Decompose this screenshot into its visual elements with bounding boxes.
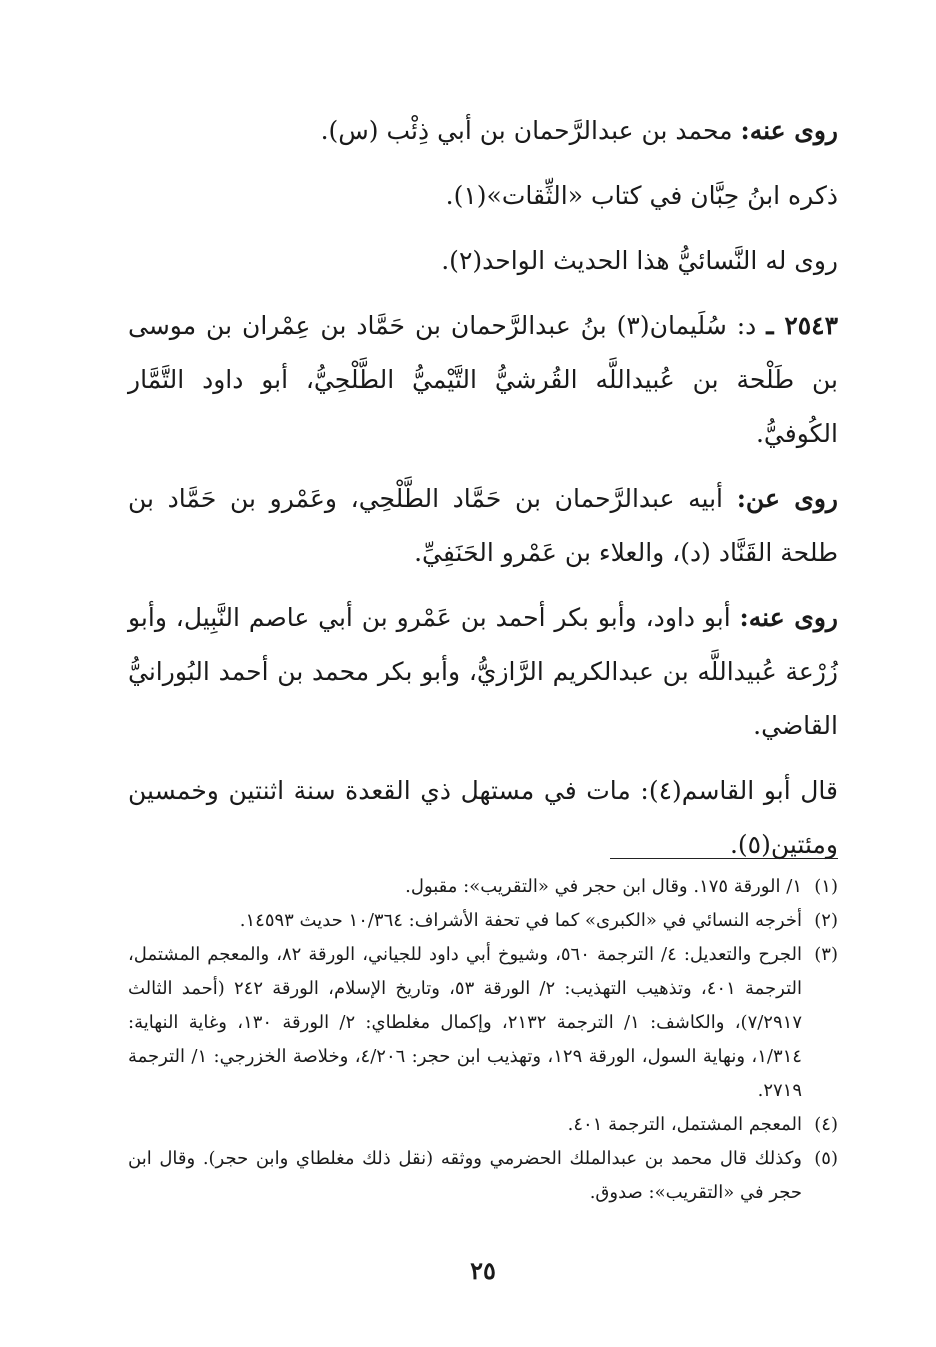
footnote-text: وكذلك قال محمد بن عبدالملك الحضرمي ووثقه (نقل ذلك مغلطاي وابن حجر). وقال ابن حجر في «التقريب»: صدوق. bbox=[128, 1148, 802, 1203]
footnote-number: (٥) bbox=[814, 1148, 838, 1169]
footnote-number: (٢) bbox=[814, 910, 838, 931]
entry-text: د: سُلَيمان(٣) بنُ عبدالرَّحمان بن حَمَّاد بن عِمْران بن موسى بن طَلْحة بن عُبيداللَّه القُرشيُّ التَّيْميُّ الطَّلْحِيُّ، أبو داود التَّمَّار الكُوفيُّ. bbox=[128, 311, 838, 448]
narrated-from-text: أبيه عبدالرَّحمان بن حَمَّاد الطَّلْحِي، وعَمْرو بن حَمَّاد بن طلحة القَنَّاد (د)، والعلاء بن عَمْرو الحَنَفِيِّ. bbox=[128, 484, 838, 567]
narrated-from-label: روى عن: bbox=[736, 484, 839, 513]
death-paragraph bbox=[128, 764, 838, 872]
footnote-number: (٤) bbox=[814, 1114, 838, 1135]
main-text bbox=[128, 104, 838, 883]
footnote-text: أخرجه النسائي في «الكبرى» كما في تحفة الأشراف: ١٠/٣٦٤ حديث ١٤٥٩٣. bbox=[239, 910, 802, 931]
ibn-hibban-paragraph bbox=[128, 169, 838, 223]
footnote-number: (١) bbox=[814, 876, 838, 897]
narrated-from-him-label: روى عنه: bbox=[740, 116, 838, 145]
footnotes bbox=[128, 870, 838, 1210]
ibn-hibban-text: ذكره ابنُ حِبَّان في كتاب «الثِّقات»(١). bbox=[445, 181, 838, 210]
footnote-text: المعجم المشتمل، الترجمة ٤٠١. bbox=[567, 1114, 802, 1135]
narrated-from-him-text: محمد بن عبدالرَّحمان بن أبي ذِئْب (س). bbox=[320, 116, 733, 145]
footnote bbox=[128, 870, 838, 904]
footnote bbox=[128, 1108, 838, 1142]
narrated-from-paragraph bbox=[128, 472, 838, 580]
nasai-text: روى له النَّسائيُّ هذا الحديث الواحد(٢). bbox=[441, 246, 838, 275]
footnote-number: (٣) bbox=[814, 944, 838, 965]
document-page bbox=[128, 0, 838, 1347]
footnote-divider bbox=[610, 858, 838, 859]
page-number: ٢٥ bbox=[470, 1256, 496, 1285]
entry-number: ٢٥٤٣ ـ bbox=[766, 311, 839, 340]
narrators-label: روى عنه: bbox=[739, 603, 838, 632]
narrators-text: أبو داود، وأبو بكر أحمد بن عَمْرو بن أبي عاصم النَّبِيل، وأبو زُرْعة عُبيداللَّه بن عبدالكريم الرَّازيُّ، وأبو بكر محمد بن أحمد البُورانيُّ القاضي. bbox=[128, 603, 838, 740]
biography-entry-heading bbox=[128, 299, 838, 461]
death-text: قال أبو القاسم(٤): مات في مستهل ذي القعدة سنة اثنتين وخمسين ومئتين(٥). bbox=[128, 776, 838, 859]
footnote bbox=[128, 904, 838, 938]
narrators-paragraph bbox=[128, 591, 838, 753]
nasai-paragraph bbox=[128, 234, 838, 288]
narrators-from-him-paragraph bbox=[128, 104, 838, 158]
footnote bbox=[128, 1142, 838, 1210]
footnote bbox=[128, 938, 838, 1108]
footnote-text: ١/ الورقة ١٧٥. وقال ابن حجر في «التقريب»: مقبول. bbox=[405, 876, 802, 897]
footnote-text: الجرح والتعديل: ٤/ الترجمة ٥٦٠، وشيوخ أبي داود للجياني، الورقة ٨٢، والمعجم المشتمل، الترجمة ٤٠١، وتذهيب التهذيب: ٢/ الورقة ٥٣، وتاريخ الإسلام، الورقة ٢٤٢ (أحمد الثالث ٧/٢٩١٧)، والكاشف: ١/ الترجمة ٢١٣٢، وإكمال مغلطاي: ٢/ الورقة ١٣٠، وغاية النهاية: ١/٣١٤، ونهاية السول، الورقة ١٢٩، وتهذيب ابن حجر: ٤/٢٠٦، وخلاصة الخزرجي: ١/ الترجمة ٢٧١٩. bbox=[128, 944, 803, 1101]
